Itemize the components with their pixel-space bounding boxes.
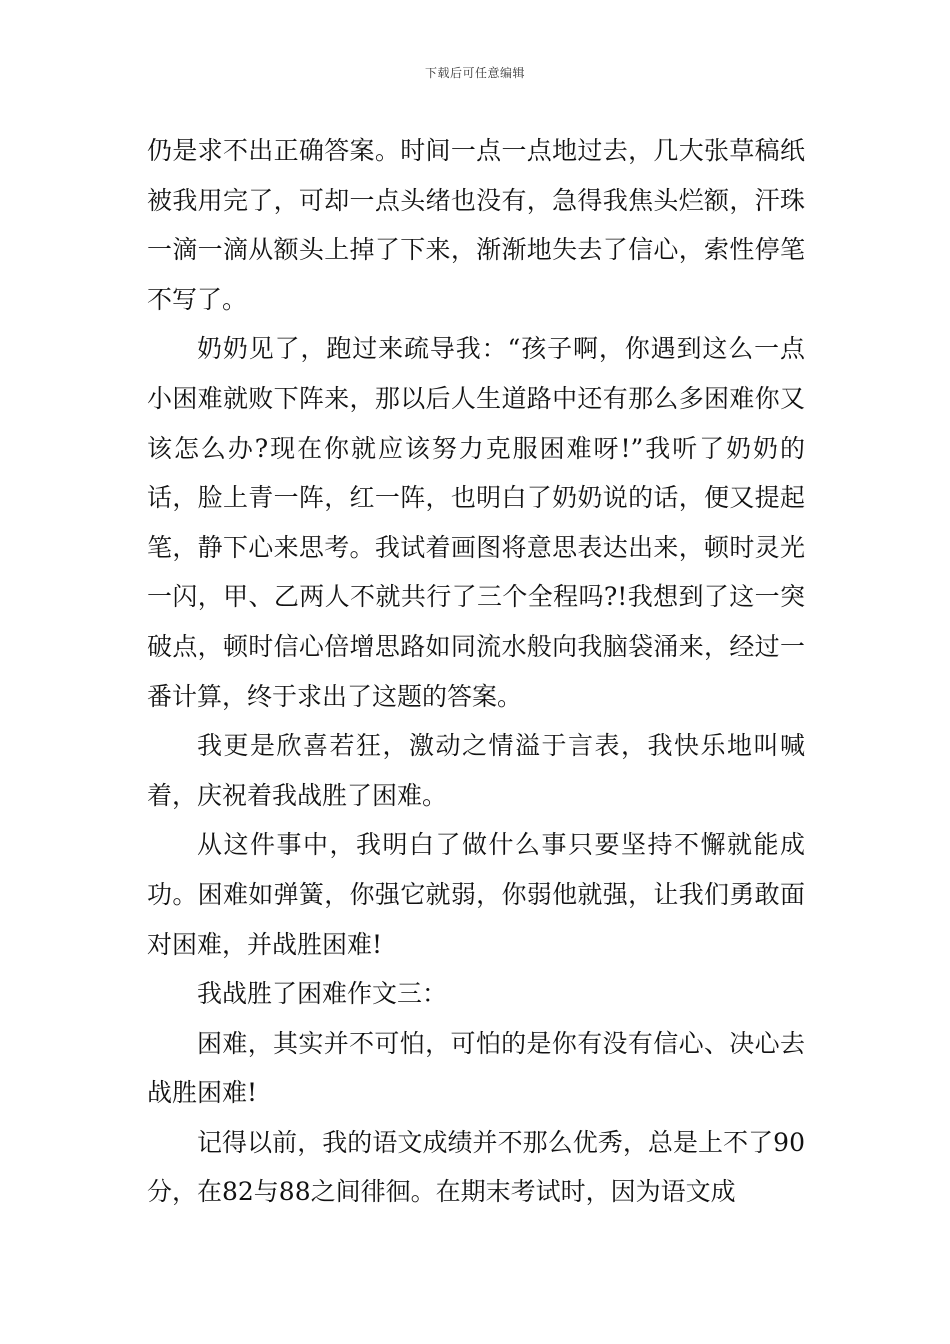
page-header: 下载后可任意编辑 <box>424 66 525 80</box>
paragraph: 奶奶见了，跑过来疏导我：“孩子啊，你遇到这么一点小困难就败下阵来，那以后人生道路中还有那么多困难你又该怎么办?现在你就应该努力克服困难呀!”我听了奶奶的话，脸上青一阵，红一阵，也明白了奶奶说的话，便又提起笔，静下心来思考。我试着画图将意思表达出来，顿时灵光一闪，甲、乙两人不就共行了三个全程吗?!我想到了这一突破点，顿时信心倍增思路如同流水般向我脑袋涌来，经过一番计算，终于求出了这题的答案。 <box>147 334 805 711</box>
document-body <box>147 126 805 1217</box>
paragraph: 我更是欣喜若狂，激动之情溢于言表，我快乐地叫喊着，庆祝着我战胜了困难。 <box>147 731 805 810</box>
paragraph: 从这件事中，我明白了做什么事只要坚持不懈就能成功。困难如弹簧，你强它就弱，你弱他就强，让我们勇敢面对困难，并战胜困难! <box>147 830 805 959</box>
paragraph: 困难，其实并不可怕，可怕的是你有没有信心、决心去战胜困难! <box>147 1028 805 1108</box>
paragraph: 仍是求不出正确答案。时间一点一点地过去，几大张草稿纸被我用完了，可却一点头绪也没有，急得我焦头烂额，汗珠一滴一滴从额头上掉了下来，渐渐地失去了信心，索性停笔不写了。 <box>147 136 805 314</box>
section-heading: 我战胜了困难作文三： <box>197 979 448 1009</box>
paragraph: 记得以前，我的语文成绩并不那么优秀，总是上不了90分，在82与88之间徘徊。在期末考试时，因为语文成 <box>147 1127 805 1207</box>
